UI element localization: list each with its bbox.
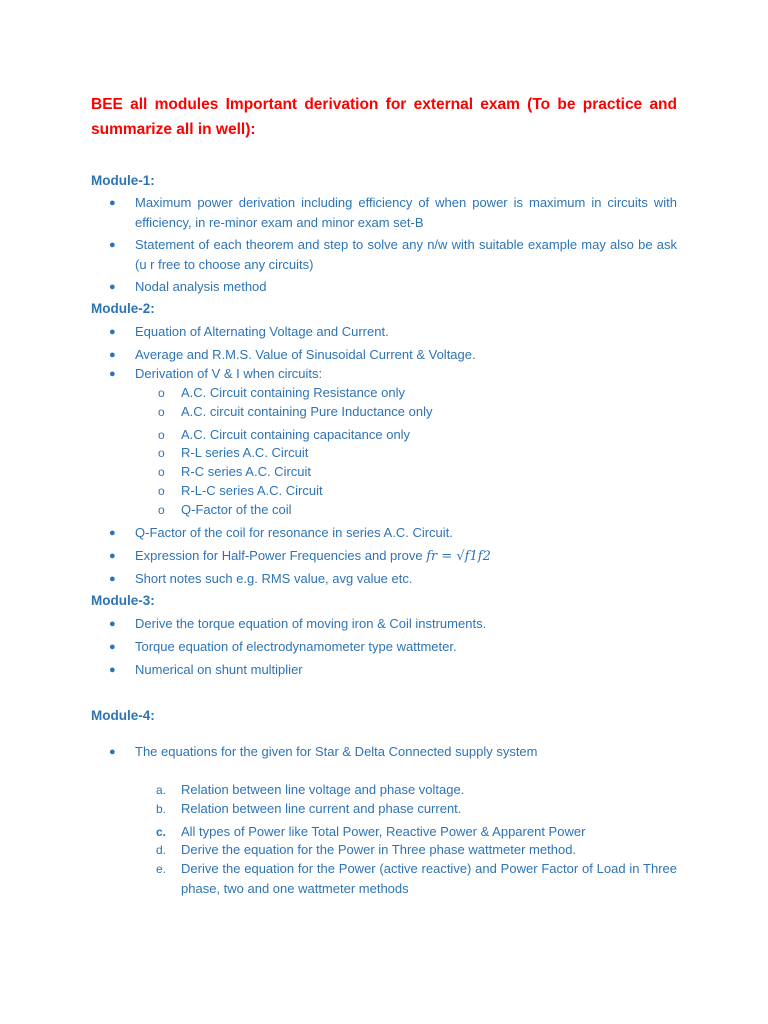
list-item	[91, 569, 677, 589]
sub-list-item-text: R-L-C series A.C. Circuit	[181, 483, 323, 498]
sub-list-item	[91, 425, 677, 445]
list-item	[91, 660, 677, 680]
sub-list-item	[91, 481, 677, 501]
lettered-item-text: All types of Power like Total Power, Reactive Power & Apparent Power	[181, 824, 586, 839]
half-power-formula: 𝑓𝑟 = √𝑓1𝑓2	[426, 549, 491, 564]
list-item-text: Derive the torque equation of moving iron & Coil instruments.	[135, 616, 487, 631]
bullet-icon: ●	[109, 349, 116, 361]
sub-list-item-text: R-L series A.C. Circuit	[181, 445, 309, 460]
list-item-text: Numerical on shunt multiplier	[135, 662, 303, 677]
document-title: BEE all modules Important derivation for external exam (To be practice and summarize all in well):	[91, 96, 677, 138]
sub-list-item-text: R-C series A.C. Circuit	[181, 464, 312, 479]
sub-bullet-icon: o	[158, 386, 165, 400]
letter-marker: e.	[156, 862, 167, 876]
lettered-item	[91, 859, 677, 899]
sub-bullet-icon: o	[158, 446, 165, 460]
lettered-item-text: Relation between line voltage and phase voltage.	[181, 782, 465, 797]
sub-list-item	[91, 383, 677, 403]
list-item-text: Equation of Alternating Voltage and Current.	[135, 324, 389, 339]
bullet-icon: ●	[109, 664, 116, 676]
module-1-heading: Module-1:	[91, 173, 155, 188]
bullet-icon: ●	[109, 746, 116, 758]
list-item	[91, 235, 677, 275]
lettered-item-text: Derive the equation for the Power in Three phase wattmeter method.	[181, 842, 577, 857]
list-item-text: Nodal analysis method	[135, 279, 267, 294]
letter-marker: d.	[156, 843, 167, 857]
list-item	[91, 523, 677, 543]
list-item	[91, 637, 677, 657]
sub-list-item	[91, 402, 677, 422]
sub-bullet-icon: o	[158, 503, 165, 517]
lettered-item-text: Relation between line current and phase current.	[181, 801, 462, 816]
lettered-item	[91, 780, 677, 800]
lettered-item	[91, 822, 677, 842]
lettered-item	[91, 840, 677, 860]
list-item-text: The equations for the given for Star & Delta Connected supply system	[135, 744, 538, 759]
list-item	[91, 193, 677, 233]
bullet-icon: ●	[109, 573, 116, 585]
sub-bullet-icon: o	[158, 428, 165, 442]
list-item-text	[135, 546, 677, 567]
bullet-icon: ●	[109, 618, 116, 630]
module-4-heading: Module-4:	[91, 708, 155, 723]
list-item	[91, 322, 677, 342]
letter-marker: a.	[156, 783, 167, 797]
bullet-icon: ●	[109, 527, 116, 539]
list-item-text: Short notes such e.g. RMS value, avg value etc.	[135, 571, 413, 586]
list-item	[91, 546, 677, 567]
bullet-icon: ●	[109, 368, 116, 380]
sub-list-item	[91, 500, 677, 520]
bullet-icon: ●	[109, 550, 116, 562]
lettered-item-text: Derive the equation for the Power (active reactive) and Power Factor of Load in Three phase, two and one wattmeter methods	[181, 861, 677, 896]
list-item-text: Torque equation of electrodynamometer type wattmeter.	[135, 639, 457, 654]
sub-list-item-text: A.C. Circuit containing capacitance only	[181, 427, 411, 442]
list-item	[91, 345, 677, 365]
module-2-heading: Module-2:	[91, 301, 155, 316]
list-item-text: Average and R.M.S. Value of Sinusoidal Current & Voltage.	[135, 347, 476, 362]
sub-list-item	[91, 443, 677, 463]
letter-marker: b.	[156, 802, 167, 816]
list-item	[91, 742, 677, 762]
list-item	[91, 364, 677, 384]
bullet-icon: ●	[109, 326, 116, 338]
sub-list-item-text: A.C. circuit containing Pure Inductance only	[181, 404, 433, 419]
letter-marker: c.	[156, 825, 167, 839]
sub-bullet-icon: o	[158, 465, 165, 479]
list-item-text: Derivation of V & I when circuits:	[135, 366, 323, 381]
sub-list-item	[91, 462, 677, 482]
sub-bullet-icon: o	[158, 484, 165, 498]
bullet-icon: ●	[109, 641, 116, 653]
sub-bullet-icon: o	[158, 405, 165, 419]
bullet-icon: ●	[109, 281, 116, 293]
list-item-text-main: Expression for Half-Power Frequencies and prove	[135, 548, 423, 563]
bullet-icon: ●	[109, 239, 116, 251]
lettered-item	[91, 799, 677, 819]
list-item	[91, 614, 677, 634]
sub-list-item-text: Q-Factor of the coil	[181, 502, 292, 517]
list-item-text: Maximum power derivation including efficiency of when power is maximum in circuits with efficiency, in re-minor exam and minor exam set-B	[135, 195, 677, 230]
bullet-icon: ●	[109, 197, 116, 209]
sub-list-item-text: A.C. Circuit containing Resistance only	[181, 385, 405, 400]
list-item	[91, 277, 677, 297]
list-item-text: Statement of each theorem and step to solve any n/w with suitable example may also be ask (u r free to choose any circuits)	[135, 237, 677, 272]
list-item-text: Q-Factor of the coil for resonance in series A.C. Circuit.	[135, 525, 453, 540]
module-3-heading: Module-3:	[91, 593, 155, 608]
